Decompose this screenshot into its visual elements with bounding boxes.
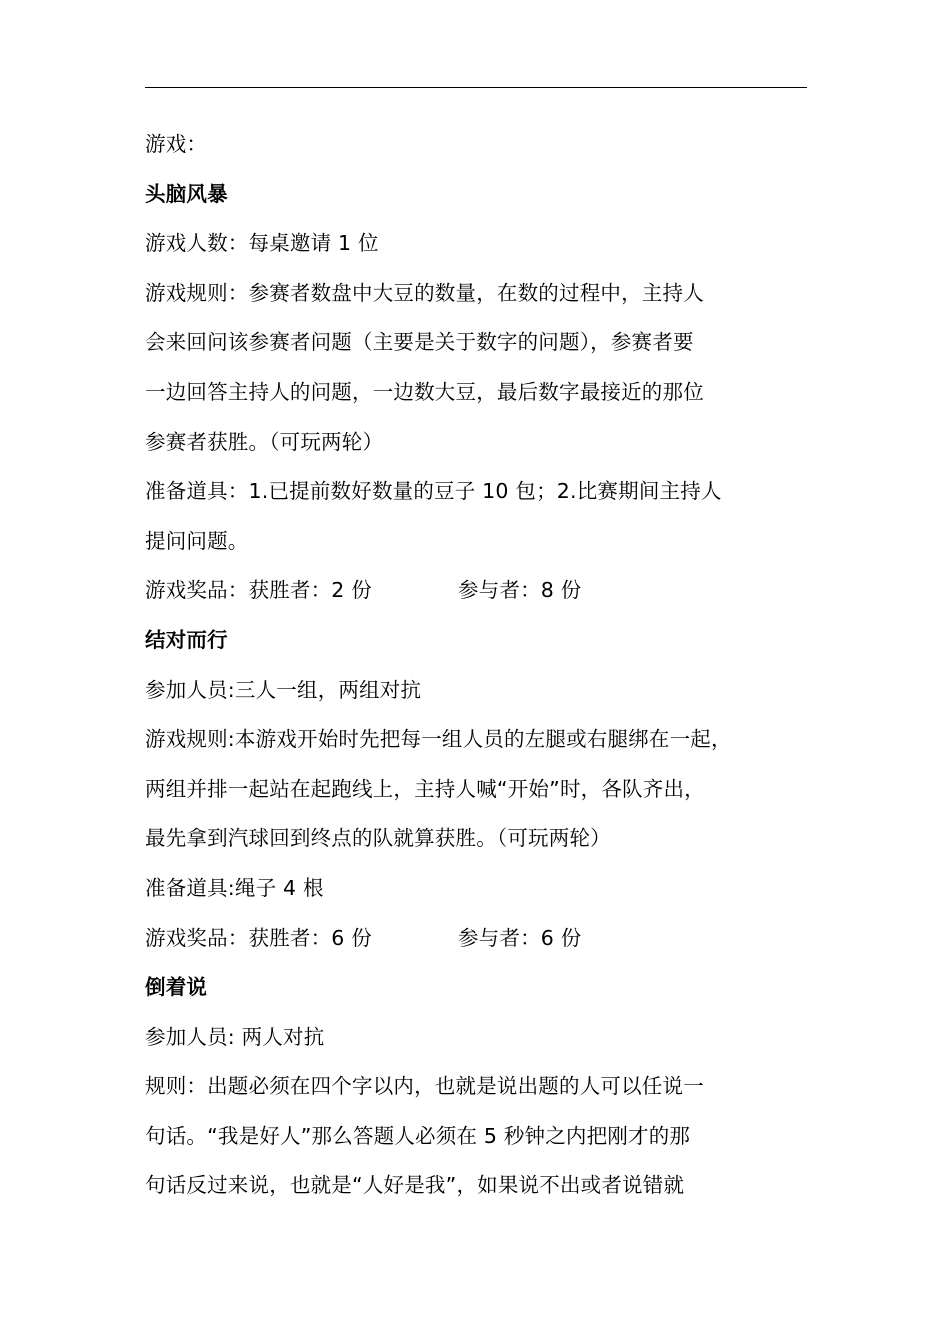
document-body [145,120,825,1211]
game2-rules-line: 最先拿到汽球回到终点的队就算获胜。（可玩两轮） [145,826,611,851]
game1-title: 头脑风暴 [145,181,228,206]
game1-players: 游戏人数：每桌邀请 1 位 [145,231,379,256]
game2-title: 结对而行 [145,627,228,652]
game2-props: 准备道具:绳子 4 根 [145,875,324,900]
game1-prizes [145,566,825,616]
game2-rules-line: 游戏规则:本游戏开始时先把每一组人员的左腿或右腿绑在一起， [145,727,732,752]
game3-players: 参加人员: 两人对抗 [145,1024,325,1049]
game1-rules-line: 一边回答主持人的问题，一边数大豆，最后数字最接近的那位 [145,379,704,404]
game3-rules-line: 句话反过来说，也就是“人好是我”，如果说不出或者说错就 [145,1173,685,1198]
game3-rules-line: 规则：出题必须在四个字以内，也就是说出题的人可以任说一 [145,1074,704,1099]
game2-prizes [145,914,825,964]
game3-title: 倒着说 [145,975,208,1000]
intro-line: 游戏： [145,132,208,156]
game1-rules-line: 游戏规则：参赛者数盘中大豆的数量，在数的过程中，主持人 [145,280,704,305]
game1-rules-line: 参赛者获胜。（可玩两轮） [145,429,384,454]
game2-players: 参加人员:三人一组，两组对抗 [145,677,422,702]
game2-prize-winner: 游戏奖品：获胜者：6 份 [145,925,372,950]
game1-prize-winner: 游戏奖品：获胜者：2 份 [145,578,372,603]
game1-rules-line: 会来回问该参赛者问题（主要是关于数字的问题），参赛者要 [145,330,694,355]
header-rule [145,87,807,88]
game1-props-line: 提问问题。 [145,528,249,553]
game3-rules-line: 句话。“我是好人”那么答题人必须在 5 秒钟之内把刚才的那 [145,1123,691,1148]
game1-prize-participant: 参与者：8 份 [457,578,582,603]
game2-rules-line: 两组并排一起站在起跑线上，主持人喊“开始”时，各队齐出， [145,776,705,801]
game1-props-line: 准备道具：1.已提前数好数量的豆子 10 包；2.比赛期间主持人 [145,479,722,504]
game2-prize-participant: 参与者：6 份 [457,925,582,950]
